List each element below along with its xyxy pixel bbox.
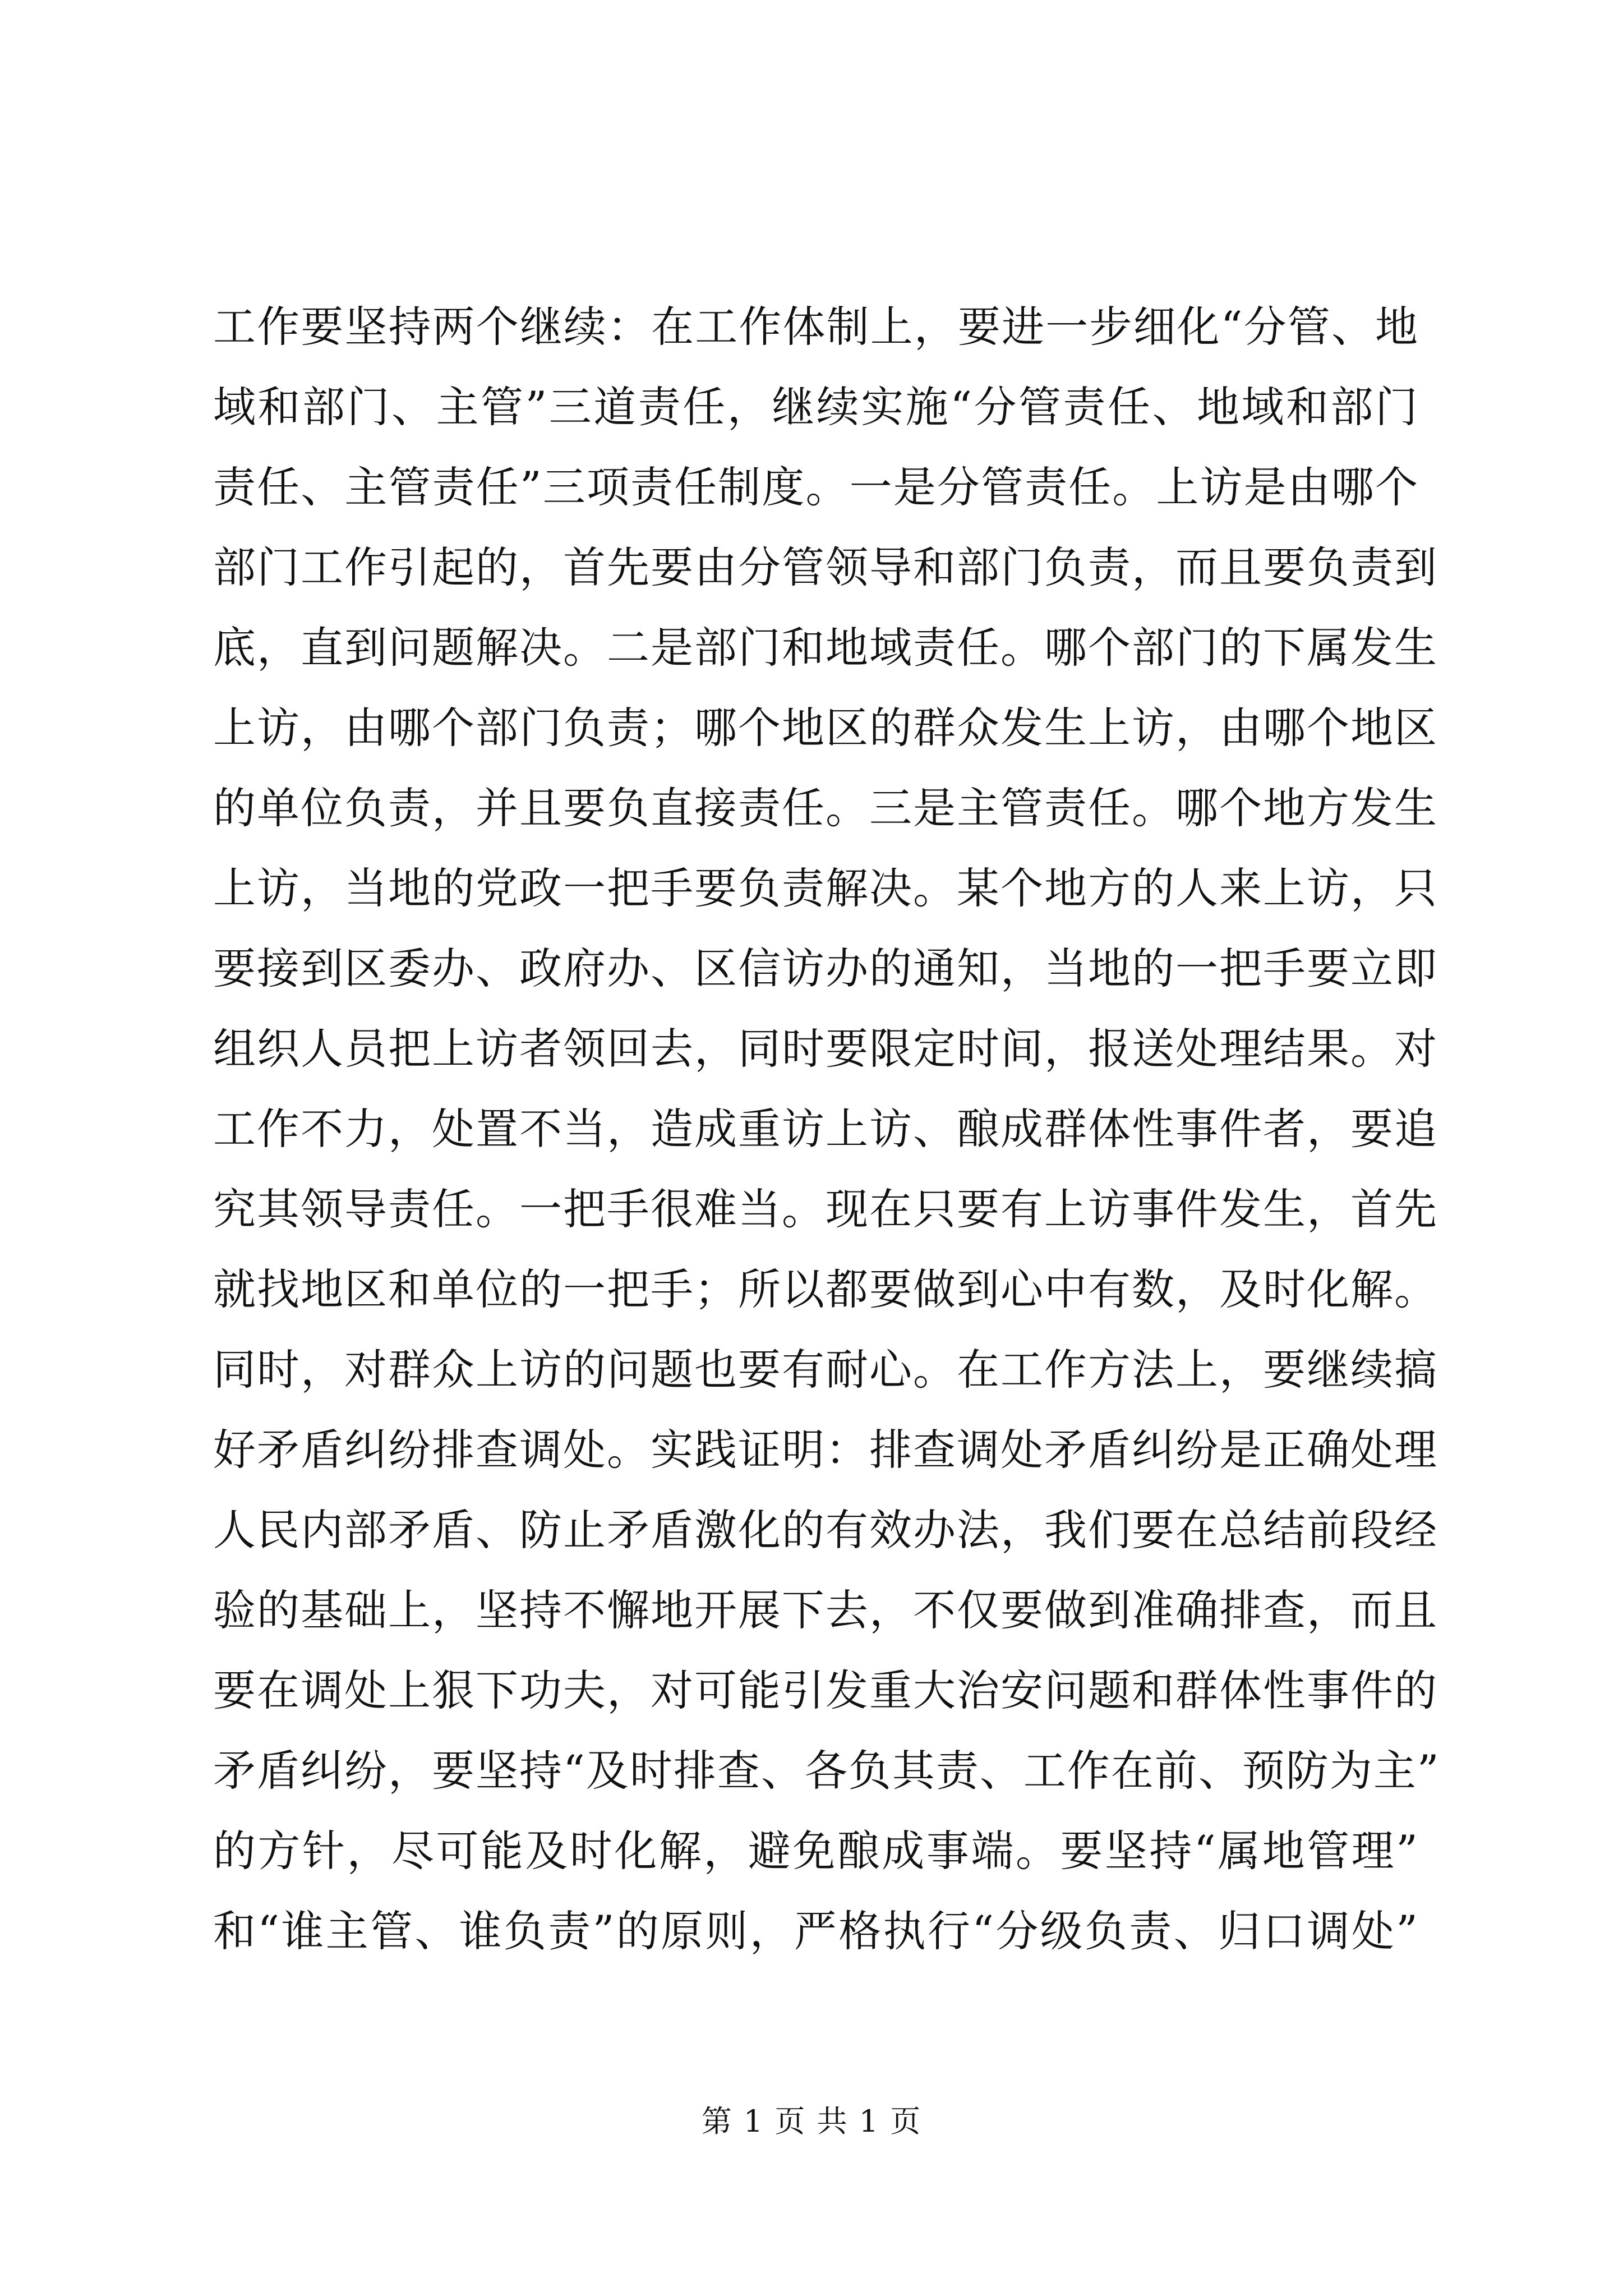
text-line: 好矛盾纠纷排查调处。实践证明：排查调处矛盾纠纷是正确处理 bbox=[213, 1425, 1438, 1475]
text-line: 上访，当地的党政一把手要负责解决。某个地方的人来上访，只 bbox=[213, 863, 1438, 913]
text-line: 工作不力，处置不当，造成重访上访、酿成群体性事件者，要追 bbox=[213, 1104, 1438, 1154]
page-footer bbox=[0, 2105, 1623, 2138]
text-line: 要在调处上狠下功夫，对可能引发重大治安问题和群体性事件的 bbox=[213, 1665, 1438, 1715]
text-line: 验的基础上，坚持不懈地开展下去，不仅要做到准确排查，而且 bbox=[213, 1585, 1438, 1635]
text-line: 的方针，尽可能及时化解，避免酿成事端。要坚持“属地管理” bbox=[213, 1826, 1419, 1876]
text-line: 同时，对群众上访的问题也要有耐心。在工作方法上，要继续搞 bbox=[213, 1345, 1438, 1395]
text-line: 和“谁主管、谁负责”的原则，严格执行“分级负责、归口调处” bbox=[213, 1906, 1419, 1956]
text-line: 责任、主管责任”三项责任制度。一是分管责任。上访是由哪个 bbox=[213, 462, 1419, 512]
body-paragraph bbox=[213, 302, 1440, 1986]
text-line: 上访，由哪个部门负责；哪个地区的群众发生上访，由哪个地区 bbox=[213, 703, 1438, 753]
text-line: 矛盾纠纷，要坚持“及时排查、各负其责、工作在前、预防为主” bbox=[213, 1746, 1440, 1796]
text-line: 究其领导责任。一把手很难当。现在只要有上访事件发生，首先 bbox=[213, 1184, 1438, 1234]
text-line: 组织人员把上访者领回去，同时要限定时间，报送处理结果。对 bbox=[213, 1024, 1438, 1074]
text-line: 部门工作引起的，首先要由分管领导和部门负责，而且要负责到 bbox=[213, 542, 1438, 592]
text-line: 要接到区委办、政府办、区信访办的通知，当地的一把手要立即 bbox=[213, 944, 1438, 993]
text-line: 底，直到问题解决。二是部门和地域责任。哪个部门的下属发生 bbox=[213, 623, 1438, 673]
text-line: 就找地区和单位的一把手；所以都要做到心中有数，及时化解。 bbox=[213, 1264, 1438, 1314]
text-line: 域和部门、主管”三道责任，继续实施“分管责任、地域和部门 bbox=[213, 382, 1419, 432]
text-line: 人民内部矛盾、防止矛盾激化的有效办法，我们要在总结前段经 bbox=[213, 1505, 1438, 1555]
page-number-label: 第 1 页 共 1 页 bbox=[701, 2104, 922, 2139]
text-line: 的单位负责，并且要负直接责任。三是主管责任。哪个地方发生 bbox=[213, 783, 1438, 833]
text-line: 工作要坚持两个继续：在工作体制上，要进一步细化“分管、地 bbox=[213, 302, 1419, 352]
